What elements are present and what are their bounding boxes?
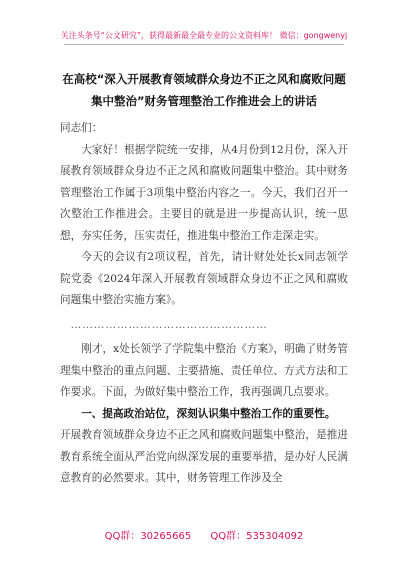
header-note: 关注头条号“公文研究”，获得最新最全最专业的公文资料库！ 微信：gongwenyj bbox=[60, 31, 348, 40]
paragraph-1: 大家好！根据学院统一安排，从4月份到12月份，深入开展教育领域群众身边不正之风和腐败问题集中整治。其中财务管理整治工作属于3项集中整治内容之一。今天，我们召开一次整治工作推进会。主要目的就是进一步提高认识，统一思想，夯实任务，压实责任，推进集中整治工作走深走实。 bbox=[60, 143, 348, 242]
section-heading-1: 一、提高政治站位，深刻认识集中整治工作的重要性。 bbox=[81, 407, 336, 420]
footer-qq-group-2: QQ群：535304092 bbox=[210, 531, 304, 542]
document-title bbox=[60, 68, 348, 112]
salutation: 同志们： bbox=[60, 122, 103, 134]
footer-contact bbox=[0, 527, 408, 542]
footer-qq-group-1: QQ群：30265665 bbox=[104, 531, 192, 542]
paragraph-2: 今天的会议有2项议程，首先，请计财处处长x同志领学院党委《2024年深入开展教育领域群众身边不正之风和腐败问题集中整治实施方案》。 bbox=[60, 251, 348, 306]
omission-dots: …………………………………………… bbox=[70, 318, 268, 331]
title-line-2: 集中整治”财务管理整治工作推进会上的讲话 bbox=[90, 94, 318, 108]
paragraph-3: 刚才，x处长领学了学院集中整治《方案》，明确了财务管理集中整治的重点问题、主要措施、责任单位、方式方法和工作要求。下面，为做好集中整治工作，我再强调几点要求。 bbox=[60, 343, 348, 398]
paragraph-4: 开展教育领域群众身边不正之风和腐败问题集中整治，是推进教育系统全面从严治党向纵深发展的重要举措，是办好人民满意教育的必然要求。其中，财务管理工作涉及全 bbox=[60, 429, 348, 484]
title-line-1: 在高校“深入开展教育领域群众身边不正之风和腐败问题 bbox=[62, 72, 346, 86]
header-divider bbox=[64, 44, 344, 45]
document-body bbox=[60, 118, 348, 490]
